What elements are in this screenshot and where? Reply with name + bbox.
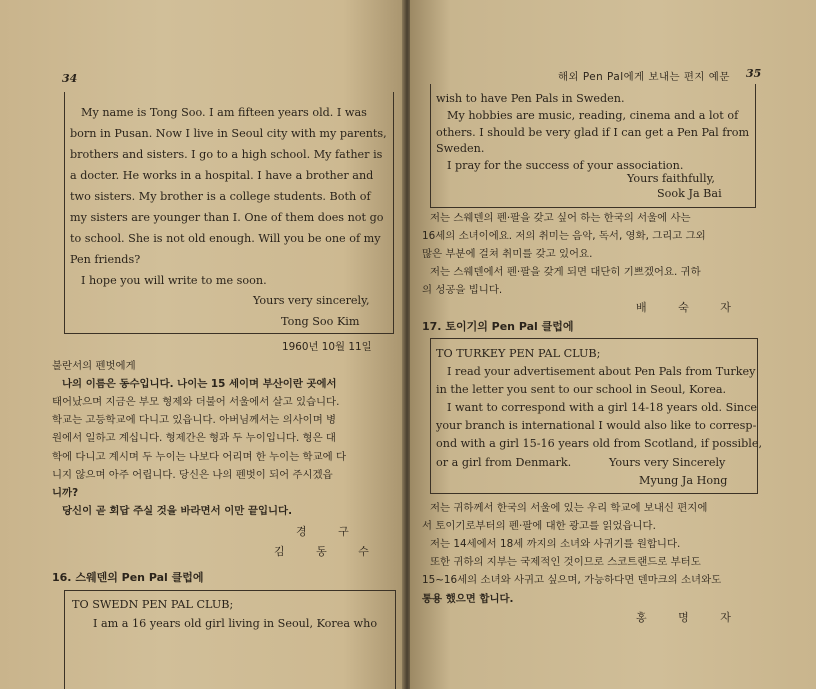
letter1-line: Pen friends? [70, 253, 141, 266]
letter1-line: to school. She is not old enough. Will you be one of my [70, 232, 381, 245]
date: 1960년 10월 11일 [282, 341, 372, 353]
section-16-title: 16. 스웨덴의 Pen Pal 클럽에 [52, 571, 204, 584]
letter1-line: brothers and sisters. I go to a high school. My father is [70, 148, 383, 161]
korean2-line: 많은 부분에 걸쳐 취미를 갖고 있어요. [422, 248, 593, 260]
letter1-line: born in Pusan. Now I live in Seoul city with my parents, [70, 127, 387, 140]
korean3-line: 15~16세의 소녀와 사귀고 싶으며, 가능하다면 덴마크의 소녀와도 [422, 574, 722, 586]
running-header: 해외 Pen Pal에게 보내는 편지 예문 [558, 71, 730, 83]
letter1-line: two sisters. My brother is a college students. Both of [70, 190, 371, 203]
korean1-line: 니지 않으며 아주 어립니다. 당신은 나의 펜벗이 되어 주시겠읍 [52, 469, 333, 481]
letter2-line: TO SWEDN PEN PAL CLUB; [72, 598, 234, 611]
korean3-sig: 홍 명 자 [636, 611, 745, 624]
korean3-line: 저는 14세에서 18세 까지의 소녀와 사귀기를 원합니다. [430, 538, 681, 550]
letter2-cont-line: My hobbies are music, reading, cinema and a lot of [447, 109, 739, 122]
letter3-line: ond with a girl 15-16 years old from Scotland, if possible, [436, 437, 763, 450]
letter3-line: in the letter you sent to our school in Seoul, Korea. [436, 383, 727, 396]
letter2-cont-line: wish to have Pen Pals in Sweden. [436, 92, 625, 105]
korean3-line: 또한 귀하의 지부는 국제적인 것이므로 스코트랜드로 부터도 [430, 556, 701, 568]
korean1-line: 학에 다니고 계시며 두 누이는 나보다 어리며 한 누이는 학교에 다 [52, 451, 346, 463]
korean2-sig: 배 숙 자 [636, 301, 745, 314]
letter-box-sweden [64, 590, 396, 689]
letter2-cont-line: I pray for the success of your association. [447, 159, 684, 172]
letter3-closing: Yours very Sincerely [609, 456, 726, 469]
letter2-line: I am a 16 years old girl living in Seoul, Korea who [93, 617, 378, 630]
letter1-closing: Yours very sincerely, [253, 294, 370, 307]
korean1-line: 불란서의 펜벗에게 [52, 360, 136, 372]
section-17-title: 17. 토이기의 Pen Pal 클럽에 [422, 320, 574, 333]
letter3-signature: Myung Ja Hong [639, 474, 728, 487]
letter1-line: a docter. He works in a hospital. I have a brother and [70, 169, 374, 182]
letter3-line: TO TURKEY PEN PAL CLUB; [436, 347, 601, 360]
page-number-right: 35 [746, 67, 762, 80]
korean2-line: 16세의 소녀이에요. 저의 취미는 음악, 독서, 영화, 그리고 그외 [422, 230, 706, 242]
letter3-line: your branch is international I would also like to corresp- [436, 419, 757, 432]
letter2-cont-line: others. I should be very glad if I can get a Pen Pal from [436, 126, 750, 139]
korean1-line: 원에서 일하고 계십니다. 형제간은 형과 두 누이입니다. 형은 대 [52, 432, 336, 444]
letter2-closing: Yours faithfully, [627, 172, 715, 185]
korean1-line: 학교는 고등학교에 다니고 있읍니다. 아버님께서는 의사이며 병 [52, 414, 337, 426]
letter-box-tong-soo [64, 92, 394, 334]
korean2-line: 의 성공을 빕니다. [422, 284, 503, 296]
letter1-line: I hope you will write to me soon. [81, 274, 267, 287]
letter1-signature: Tong Soo Kim [281, 315, 360, 328]
letter2-cont-line: Sweden. [436, 142, 485, 155]
korean2-line: 저는 스웨덴의 펜·팔을 갖고 싶어 하는 한국의 서울에 사는 [430, 212, 691, 224]
letter1-line: my sisters are younger than I. One of them does not go [70, 211, 384, 224]
page-number-left: 34 [62, 72, 78, 85]
letter2-signature: Sook Ja Bai [657, 187, 722, 200]
korean1-line: 나의 이름은 동수입니다. 나이는 15 세이며 부산이란 곳에서 [62, 378, 337, 390]
korean3-line: 통용 했으면 합니다. [422, 593, 514, 605]
letter3-line: I want to correspond with a girl 14-18 years old. Since [447, 401, 757, 414]
korean1-line: 태어났으며 지금은 부모 형제와 더불어 서울에서 살고 있습니다. [52, 396, 340, 408]
letter3-line: I read your advertisement about Pen Pals from Turkey [447, 365, 756, 378]
korean3-line: 서 토이기로부터의 펜·팔에 대한 광고를 읽었읍니다. [422, 520, 656, 532]
korean2-line: 저는 스웨덴에서 펜·팔을 갖게 되면 대단히 기쁘겠어요. 귀하 [430, 266, 701, 278]
letter-box-sweden-cont [430, 84, 756, 208]
korean1-line: 당신이 곧 회답 주실 것을 바라면서 이만 끝입니다. [62, 505, 293, 517]
korean3-line: 저는 귀하께서 한국의 서울에 있는 우리 학교에 보내신 편지에 [430, 502, 708, 514]
left-page [0, 0, 404, 689]
letter-box-turkey [430, 338, 763, 494]
korean1-line: 니까? [52, 487, 79, 499]
letter3-line: or a girl from Denmark. [436, 456, 572, 469]
right-page [410, 0, 816, 689]
korean1-sig-school: 경 구 [296, 525, 363, 538]
letter1-line: My name is Tong Soo. I am fifteen years old. I was [81, 106, 367, 119]
korean1-sig-name: 김 동 수 [274, 545, 383, 558]
